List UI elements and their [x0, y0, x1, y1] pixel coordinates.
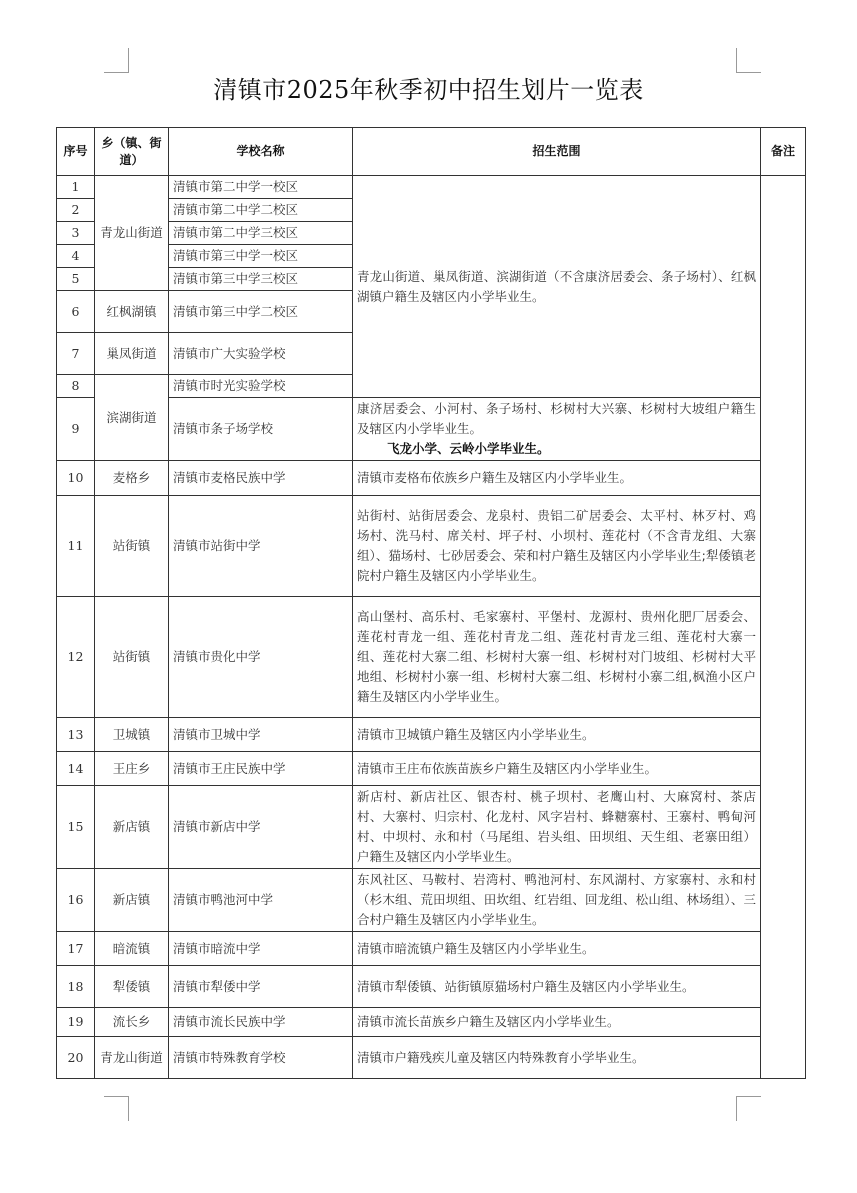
row-town: 巢凤街道	[95, 333, 169, 375]
table-row	[57, 176, 806, 199]
row-no: 13	[57, 718, 95, 752]
header-no: 序号	[57, 128, 95, 176]
table-row	[57, 718, 806, 752]
row-school: 清镇市第三中学三校区	[169, 268, 353, 291]
row-no: 11	[57, 496, 95, 597]
row-school: 清镇市站街中学	[169, 496, 353, 597]
row-school: 清镇市贵化中学	[169, 597, 353, 718]
row-scope: 清镇市麦格布依族乡户籍生及辖区内小学毕业生。	[353, 461, 761, 496]
row-no: 4	[57, 245, 95, 268]
row-school: 清镇市条子场学校	[169, 398, 353, 461]
header-school: 学校名称	[169, 128, 353, 176]
row-scope: 站街村、站街居委会、龙泉村、贵铝二矿居委会、太平村、林歹村、鸡场村、洗马村、席关村、坪子村、小坝村、莲花村（不含青龙组、大寨组）、猫场村、七砂居委会、荣和村户籍生及辖区内小学毕业生;犁倭镇老院村户籍生及辖区内小学毕业生。	[353, 496, 761, 597]
table-row	[57, 752, 806, 786]
row-school: 清镇市流长民族中学	[169, 1008, 353, 1037]
row-no: 20	[57, 1037, 95, 1079]
row-scope	[353, 398, 761, 461]
row-town: 站街镇	[95, 597, 169, 718]
row-school: 清镇市犁倭中学	[169, 966, 353, 1008]
row-school: 清镇市王庄民族中学	[169, 752, 353, 786]
table-row	[57, 932, 806, 966]
row-no: 12	[57, 597, 95, 718]
row-scope: 清镇市流长苗族乡户籍生及辖区内小学毕业生。	[353, 1008, 761, 1037]
row-town: 滨湖街道	[95, 375, 169, 461]
row-scope: 东风社区、马鞍村、岩湾村、鸭池河村、东风湖村、方家寨村、永和村（杉木组、荒田坝组、田坎组、红岩组、回龙组、松山组、林场组）、三合村户籍生及辖区内小学毕业生。	[353, 869, 761, 932]
remark-cell	[761, 176, 806, 1079]
crop-mark-bottom-left	[104, 1096, 129, 1121]
table-header-row	[57, 128, 806, 176]
row-no: 16	[57, 869, 95, 932]
row-no: 14	[57, 752, 95, 786]
row-scope: 清镇市户籍残疾儿童及辖区内特殊教育小学毕业生。	[353, 1037, 761, 1079]
row-no: 6	[57, 291, 95, 333]
row-no: 2	[57, 199, 95, 222]
header-scope: 招生范围	[353, 128, 761, 176]
row-town: 红枫湖镇	[95, 291, 169, 333]
row-town: 新店镇	[95, 869, 169, 932]
row-scope: 清镇市犁倭镇、站街镇原猫场村户籍生及辖区内小学毕业生。	[353, 966, 761, 1008]
crop-mark-bottom-right	[736, 1096, 761, 1121]
row-school: 清镇市麦格民族中学	[169, 461, 353, 496]
row-no: 19	[57, 1008, 95, 1037]
table-row	[57, 1037, 806, 1079]
row-no: 15	[57, 786, 95, 869]
row-no: 8	[57, 375, 95, 398]
row-town: 犁倭镇	[95, 966, 169, 1008]
row-school: 清镇市第二中学一校区	[169, 176, 353, 199]
row-school: 清镇市时光实验学校	[169, 375, 353, 398]
row-scope: 清镇市卫城镇户籍生及辖区内小学毕业生。	[353, 718, 761, 752]
row-school: 清镇市第三中学二校区	[169, 291, 353, 333]
table-row	[57, 966, 806, 1008]
row-school: 清镇市广大实验学校	[169, 333, 353, 375]
header-town: 乡（镇、街道）	[95, 128, 169, 176]
row-town: 流长乡	[95, 1008, 169, 1037]
row-scope: 清镇市暗流镇户籍生及辖区内小学毕业生。	[353, 932, 761, 966]
row-school: 清镇市第三中学一校区	[169, 245, 353, 268]
row-town: 青龙山街道	[95, 1037, 169, 1079]
row-no: 5	[57, 268, 95, 291]
table-row	[57, 869, 806, 932]
table-row	[57, 1008, 806, 1037]
table-row	[57, 597, 806, 718]
table-row	[57, 461, 806, 496]
row-town: 麦格乡	[95, 461, 169, 496]
row-school: 清镇市新店中学	[169, 786, 353, 869]
row-no: 18	[57, 966, 95, 1008]
row-no: 1	[57, 176, 95, 199]
row-no: 9	[57, 398, 95, 461]
enrollment-table	[56, 127, 806, 1079]
row-scope-text: 康济居委会、小河村、条子场村、杉树村大兴寨、杉树村大坡组户籍生及辖区内小学毕业生。	[357, 401, 756, 436]
row-town: 卫城镇	[95, 718, 169, 752]
row-no: 3	[57, 222, 95, 245]
row-scope: 清镇市王庄布依族苗族乡户籍生及辖区内小学毕业生。	[353, 752, 761, 786]
row-no: 10	[57, 461, 95, 496]
row-scope: 青龙山街道、巢凤街道、滨湖街道（不含康济居委会、条子场村）、红枫湖镇户籍生及辖区内小学毕业生。	[353, 176, 761, 398]
row-scope: 高山堡村、高乐村、毛家寨村、平堡村、龙源村、贵州化肥厂居委会、莲花村青龙一组、莲花村青龙二组、莲花村青龙三组、莲花村大寨一组、莲花村大寨二组、杉树村大寨一组、杉树村对门坡组、杉树村大平地组、杉树村小寨一组、杉树村大寨二组、杉树村小寨二组,枫渔小区户籍生及辖区内小学毕业生。	[353, 597, 761, 718]
table-row	[57, 398, 806, 461]
row-town: 青龙山街道	[95, 176, 169, 291]
page-title: 清镇市2025年秋季初中招生划片一览表	[213, 76, 644, 104]
row-school: 清镇市暗流中学	[169, 932, 353, 966]
row-scope: 新店村、新店社区、银杏村、桃子坝村、老鹰山村、大麻窝村、茶店村、大寨村、归宗村、化龙村、风字岩村、蜂糖寨村、王寨村、鸭甸河村、中坝村、永和村（马尾组、岩头组、田坝组、天生组、老寨田组）户籍生及辖区内小学毕业生。	[353, 786, 761, 869]
row-town: 暗流镇	[95, 932, 169, 966]
table-row	[57, 786, 806, 869]
row-town: 站街镇	[95, 496, 169, 597]
row-school: 清镇市特殊教育学校	[169, 1037, 353, 1079]
row-town: 王庄乡	[95, 752, 169, 786]
row-school: 清镇市第二中学三校区	[169, 222, 353, 245]
row-scope-note: 飞龙小学、云岭小学毕业生。	[387, 441, 550, 456]
row-school: 清镇市第二中学二校区	[169, 199, 353, 222]
header-remark: 备注	[761, 128, 806, 176]
row-school: 清镇市鸭池河中学	[169, 869, 353, 932]
row-school: 清镇市卫城中学	[169, 718, 353, 752]
row-no: 17	[57, 932, 95, 966]
table-row	[57, 496, 806, 597]
row-town: 新店镇	[95, 786, 169, 869]
row-no: 7	[57, 333, 95, 375]
